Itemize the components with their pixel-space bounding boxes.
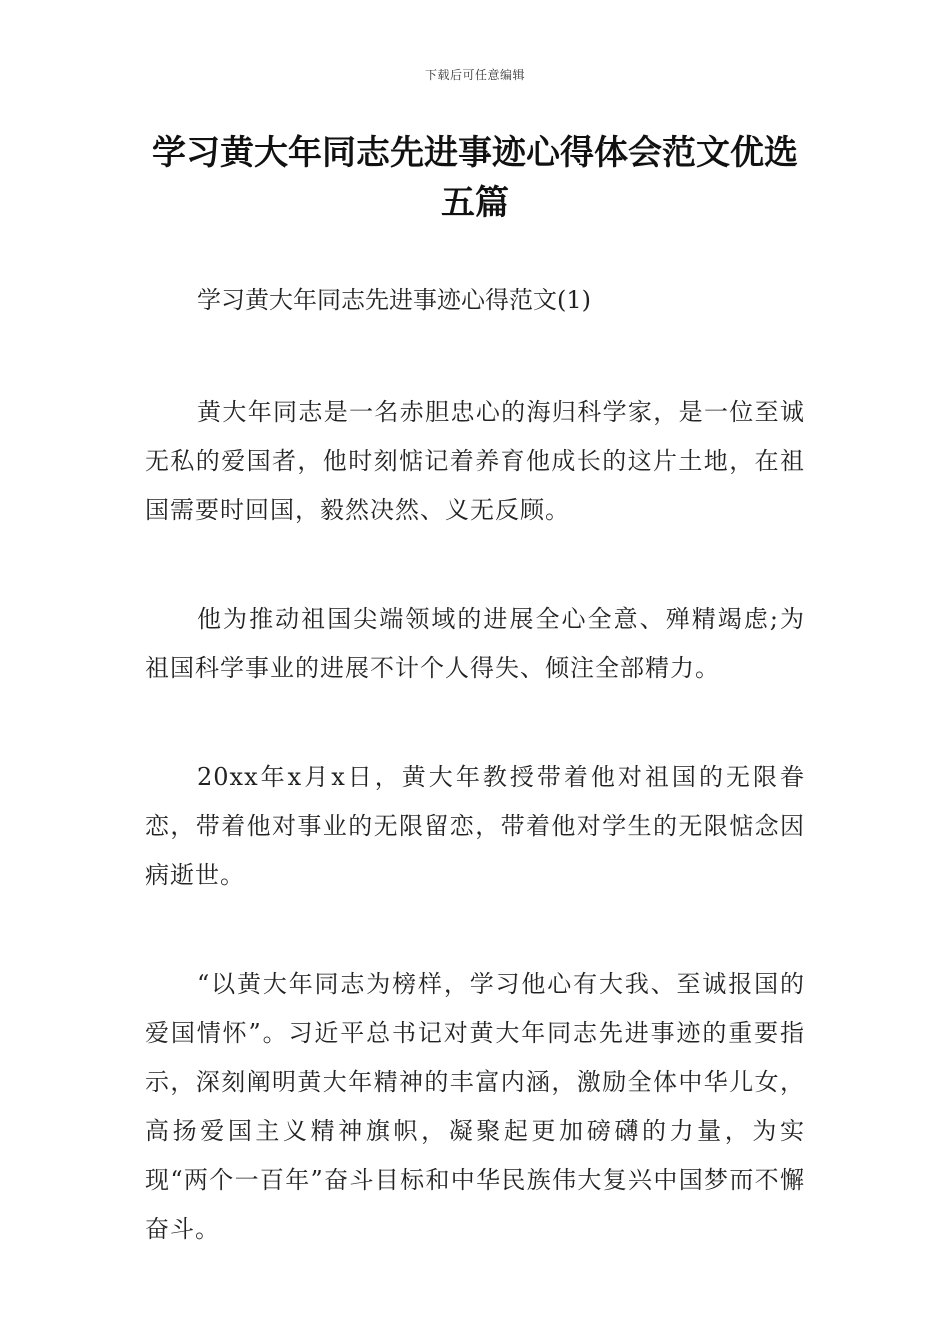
- paragraph-2: 他为推动祖国尖端领域的进展全心全意、殚精竭虑;为祖国科学事业的进展不计个人得失、倾注全部精力。: [145, 605, 805, 682]
- section-subheading: 学习黄大年同志先进事迹心得范文(1): [197, 286, 591, 314]
- paragraph-1: 黄大年同志是一名赤胆忠心的海归科学家，是一位至诚无私的爱国者，他时刻惦记着养育他成长的这片土地，在祖国需要时回国，毅然决然、义无反顾。: [145, 398, 805, 524]
- document-body: [145, 280, 805, 1314]
- paragraph-4: “以黄大年同志为榜样，学习他心有大我、至诚报国的爱国情怀”。习近平总书记对黄大年同志先进事迹的重要指示，深刻阐明黄大年精神的丰富内涵，激励全体中华儿女，高扬爱国主义精神旗帜，凝聚起更加磅礴的力量，为实现“两个一百年”奋斗目标和中华民族伟大复兴中国梦而不懈奋斗。: [145, 970, 805, 1243]
- paragraph-3: 20xx年x月x日，黄大年教授带着他对祖国的无限眷恋，带着他对事业的无限留恋，带着他对学生的无限惦念因病逝世。: [145, 763, 805, 889]
- header-note: 下载后可任意编辑: [424, 68, 525, 82]
- page-title: 学习黄大年同志先进事迹心得体会范文优选五篇: [152, 133, 798, 223]
